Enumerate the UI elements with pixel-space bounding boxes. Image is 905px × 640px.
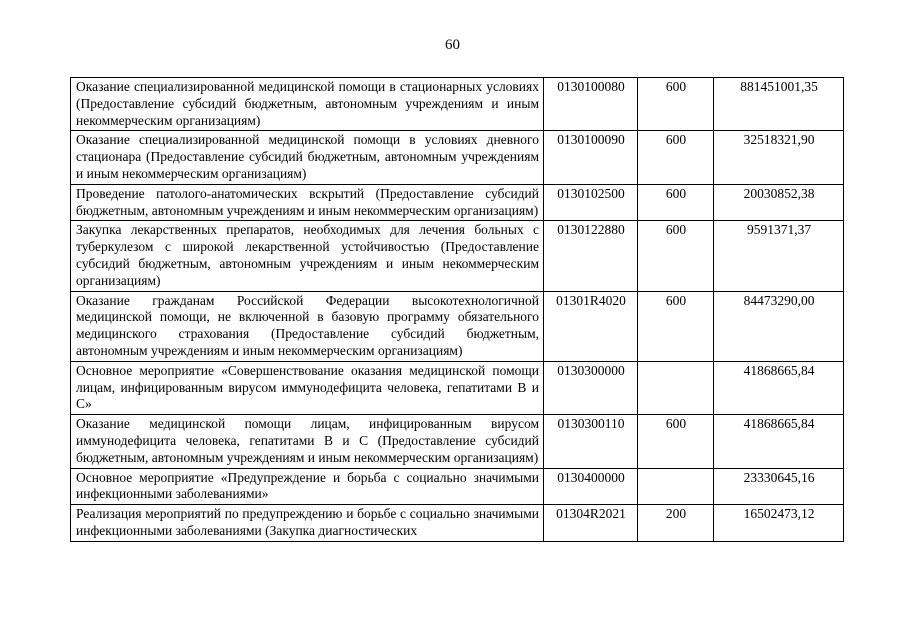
row-target-code: 0130100090: [544, 131, 638, 184]
row-target-code: 01301R4020: [544, 291, 638, 361]
row-expense-type: 600: [638, 221, 714, 291]
row-amount: 41868665,84: [714, 361, 844, 414]
row-amount: 16502473,12: [714, 505, 844, 542]
row-amount: 41868665,84: [714, 415, 844, 468]
row-description: Закупка лекарственных препаратов, необходимых для лечения больных с туберкулезом с широкой лекарственной устойчивостью (Предоставление субсидий бюджетным, автономным учреждениям и иным некоммерческим организациям): [71, 221, 544, 291]
table-row: [71, 468, 844, 505]
row-description: Основное мероприятие «Предупреждение и борьба с социально значимыми инфекционными заболеваниями»: [71, 468, 544, 505]
row-target-code: 0130122880: [544, 221, 638, 291]
row-expense-type: 600: [638, 291, 714, 361]
row-target-code: 0130400000: [544, 468, 638, 505]
row-description: Основное мероприятие «Совершенствование оказания медицинской помощи лицам, инфицированным вирусом иммунодефицита человека, гепатитами В и С»: [71, 361, 544, 414]
row-target-code: 0130300110: [544, 415, 638, 468]
row-description: Оказание гражданам Российской Федерации высокотехнологичной медицинской помощи, не включенной в базовую программу обязательного медицинского страхования (Предоставление субсидий бюджетным, автономным учреждениям и иным некоммерческим организациям): [71, 291, 544, 361]
row-expense-type: 600: [638, 78, 714, 131]
table-row: [71, 505, 844, 542]
table-row: [71, 78, 844, 131]
row-target-code: 0130100080: [544, 78, 638, 131]
budget-table: [70, 77, 844, 542]
table-row: [71, 184, 844, 221]
row-description: Оказание медицинской помощи лицам, инфицированным вирусом иммунодефицита человека, гепатитами В и С (Предоставление субсидий бюджетным, автономным учреждениям и иным некоммерческим организациям): [71, 415, 544, 468]
row-amount: 84473290,00: [714, 291, 844, 361]
table-row: [71, 131, 844, 184]
row-description: Проведение патолого-анатомических вскрытий (Предоставление субсидий бюджетным, автономным учреждениям и иным некоммерческим организациям): [71, 184, 544, 221]
row-expense-type: 600: [638, 184, 714, 221]
table-row: [71, 291, 844, 361]
row-amount: 20030852,38: [714, 184, 844, 221]
row-expense-type: 200: [638, 505, 714, 542]
row-description: Реализация мероприятий по предупреждению и борьбе с социально значимыми инфекционными заболеваниями (Закупка диагностических: [71, 505, 544, 542]
row-expense-type: 600: [638, 131, 714, 184]
row-description: Оказание специализированной медицинской помощи в условиях дневного стационара (Предоставление субсидий бюджетным, автономным учреждениям и иным некоммерческим организациям): [71, 131, 544, 184]
row-amount: 9591371,37: [714, 221, 844, 291]
row-amount: 23330645,16: [714, 468, 844, 505]
row-expense-type: 600: [638, 415, 714, 468]
row-amount: 32518321,90: [714, 131, 844, 184]
row-description: Оказание специализированной медицинской помощи в стационарных условиях (Предоставление субсидий бюджетным, автономным учреждениям и иным некоммерческим организациям): [71, 78, 544, 131]
table-row: [71, 221, 844, 291]
row-target-code: 01304R2021: [544, 505, 638, 542]
row-amount: 881451001,35: [714, 78, 844, 131]
row-expense-type: [638, 361, 714, 414]
row-expense-type: [638, 468, 714, 505]
row-target-code: 0130300000: [544, 361, 638, 414]
table-row: [71, 415, 844, 468]
table-row: [71, 361, 844, 414]
row-target-code: 0130102500: [544, 184, 638, 221]
page-number: 60: [445, 37, 460, 53]
